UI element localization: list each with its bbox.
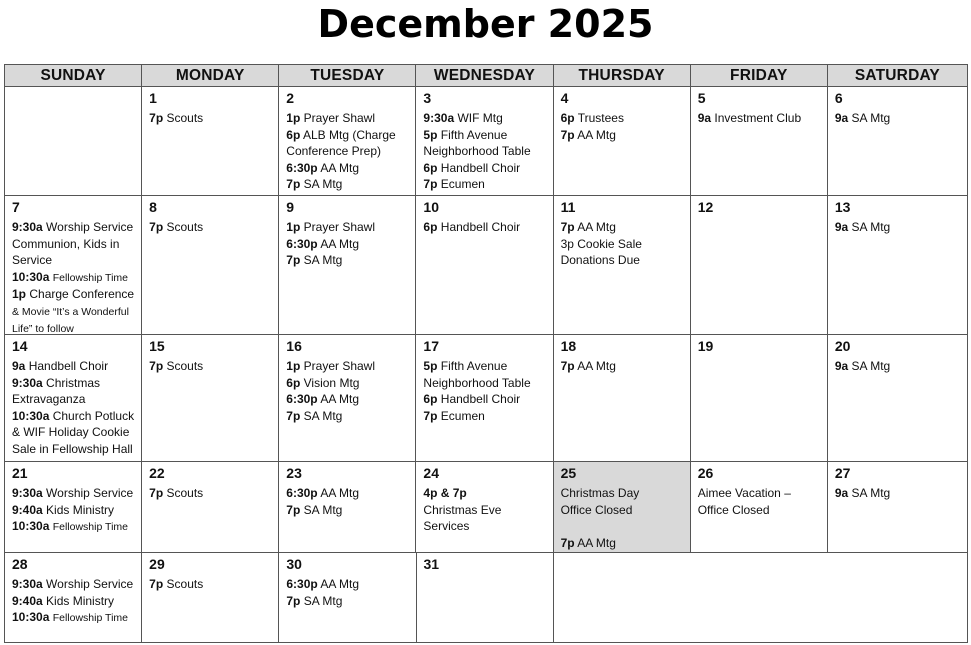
day-cell-26[interactable] [690, 461, 828, 553]
day-number: 10 [423, 199, 439, 215]
day-cell-10[interactable] [415, 195, 553, 335]
weekday-header-tuesday: TUESDAY [278, 64, 416, 87]
event-line [12, 358, 134, 375]
event-text: SA Mtg [303, 253, 343, 267]
event-line [561, 252, 683, 269]
day-cell-6[interactable] [827, 86, 968, 196]
event-line [561, 127, 683, 144]
event-time: 7p [149, 359, 164, 373]
event-line [12, 236, 134, 253]
event-text: Handbell Choir [440, 220, 521, 234]
event-line [12, 518, 134, 536]
event-time: 9a [834, 359, 849, 373]
event-text: Trustees [577, 111, 624, 125]
event-text: WIF Mtg [457, 111, 503, 125]
day-number: 12 [697, 199, 714, 215]
event-line [12, 375, 134, 392]
event-text: Fifth Avenue [440, 359, 508, 373]
event-text: Scouts [166, 577, 204, 591]
event-time: 7p [286, 502, 301, 517]
event-text: Handbell Choir [28, 359, 109, 373]
event-line [561, 219, 683, 236]
day-cell-23[interactable] [278, 461, 416, 553]
event-time: 9a [834, 486, 849, 500]
event-text: Ecumen [440, 177, 485, 191]
event-time: 4p & 7p [423, 486, 467, 500]
event-line [286, 593, 408, 610]
event-line [698, 502, 820, 519]
day-number: 25 [560, 465, 577, 481]
event-line [149, 485, 271, 502]
event-spacer [561, 518, 683, 535]
event-time: 6:30p [286, 236, 318, 251]
event-line [561, 236, 683, 253]
event-text: AA Mtg [320, 392, 359, 406]
event-time: 7p [149, 111, 164, 125]
weekday-header-thursday: THURSDAY [553, 64, 691, 87]
day-cell-28[interactable] [4, 552, 142, 643]
day-number: 29 [149, 556, 165, 572]
day-number: 4 [560, 90, 569, 106]
event-line [423, 127, 545, 144]
event-text: AA Mtg [577, 535, 616, 550]
event-text: Church Potluck [52, 408, 135, 423]
event-line [423, 408, 545, 425]
day-number: 8 [149, 199, 157, 215]
day-number: 16 [286, 338, 302, 354]
event-text: Aimee Vacation – [697, 486, 791, 500]
calendar-grid [4, 64, 967, 643]
event-time: 10:30a [12, 408, 50, 423]
event-text: Services [423, 519, 470, 533]
event-time: 7p [560, 127, 575, 142]
event-line [149, 576, 271, 593]
event-line [698, 485, 820, 502]
day-cell-1[interactable] [141, 86, 279, 196]
day-number: 14 [12, 338, 28, 354]
page-title: December 2025 [317, 2, 654, 46]
event-time: 9a [834, 220, 849, 234]
event-time: 7p [149, 486, 164, 500]
day-cell-29[interactable] [141, 552, 279, 643]
day-number: 19 [697, 338, 714, 354]
event-text: AA Mtg [577, 220, 616, 234]
event-time: 10:30a [12, 269, 50, 284]
event-line [286, 143, 408, 160]
day-number: 5 [697, 90, 706, 106]
event-text: Kids Ministry [46, 593, 115, 608]
event-line [286, 502, 408, 519]
event-line [286, 485, 408, 502]
event-line [423, 391, 545, 408]
day-number: 27 [834, 465, 851, 481]
event-text: Christmas Eve [423, 502, 502, 517]
event-line [561, 110, 683, 127]
event-time: 9:30a [423, 111, 455, 125]
event-time: 9a [12, 359, 26, 373]
week-row [4, 334, 967, 462]
event-line [423, 110, 545, 127]
week-row [4, 461, 967, 553]
day-number: 3 [423, 90, 432, 106]
day-cell-2[interactable] [278, 86, 416, 196]
event-time: 9:30a [12, 577, 43, 591]
day-cell-27[interactable] [827, 461, 968, 553]
event-text: SA Mtg [851, 359, 891, 373]
day-number: 21 [12, 465, 28, 481]
event-line [12, 269, 134, 287]
day-cell-21[interactable] [4, 461, 142, 553]
day-cell-9[interactable] [278, 195, 416, 335]
event-time: 9:30a [12, 486, 43, 500]
event-line [423, 143, 545, 160]
event-time: 6:30p [286, 486, 318, 500]
event-line [149, 110, 271, 127]
event-time: 6p [286, 375, 301, 390]
event-text: SA Mtg [851, 220, 891, 234]
event-time: 7p [560, 359, 575, 373]
event-text: Handbell Choir [440, 392, 521, 406]
day-number: 17 [423, 338, 439, 354]
event-text: & Movie “It’s a Wonderful [12, 305, 129, 318]
event-time: 7p [149, 577, 164, 591]
event-text: Fellowship Time [52, 521, 128, 533]
event-text: ALB Mtg (Charge [302, 127, 396, 142]
event-line [12, 502, 134, 519]
event-text: Sale in Fellowship Hall [12, 441, 133, 456]
event-text: Prayer Shawl [303, 111, 376, 125]
event-time: 9a [834, 111, 849, 125]
event-time: 7p [286, 408, 301, 423]
empty-area [553, 552, 968, 643]
event-line [561, 535, 683, 552]
event-time: 9:40a [12, 502, 43, 517]
week-row [4, 86, 967, 196]
event-text: Scouts [166, 486, 204, 500]
event-line [835, 219, 960, 236]
event-line [423, 219, 545, 236]
event-time: 6p [286, 127, 301, 142]
event-line [698, 110, 820, 127]
event-line [149, 219, 271, 236]
event-text: Office Closed [697, 502, 770, 517]
day-number: 23 [286, 465, 302, 481]
day-number: 7 [12, 199, 20, 215]
day-cell-5[interactable] [690, 86, 828, 196]
event-line [423, 160, 545, 177]
event-line [423, 358, 545, 375]
event-text: Worship Service [46, 577, 134, 591]
day-cell-13[interactable] [827, 195, 968, 335]
event-text: Christmas Day [560, 486, 640, 500]
event-text: SA Mtg [303, 502, 343, 517]
event-line [423, 176, 545, 193]
day-number: 20 [834, 338, 851, 354]
day-number: 30 [286, 556, 302, 572]
event-time: 5p [423, 127, 438, 142]
event-line [286, 391, 408, 408]
event-text: AA Mtg [320, 236, 359, 251]
event-text: Scouts [166, 111, 204, 125]
day-number: 6 [834, 90, 843, 106]
event-time: 6:30p [286, 392, 318, 406]
event-text: Vision Mtg [303, 375, 360, 390]
event-line [149, 358, 271, 375]
event-text: Communion, Kids in [12, 236, 120, 251]
event-text: Worship Service [46, 486, 134, 500]
event-line [12, 408, 134, 425]
event-time: 1p [286, 220, 301, 234]
event-line [286, 408, 408, 425]
event-text: AA Mtg [577, 127, 616, 142]
event-text: Fifth Avenue [440, 127, 508, 142]
day-number [12, 90, 134, 108]
week-row [4, 552, 967, 643]
event-time: 9:40a [12, 593, 43, 608]
day-cell-25[interactable] [553, 461, 691, 553]
event-time: 10:30a [12, 610, 50, 624]
day-cell-empty[interactable] [4, 86, 142, 196]
event-line [286, 375, 408, 392]
event-time: 7p [560, 535, 575, 550]
day-number: 31 [423, 556, 440, 572]
day-cell-30[interactable] [278, 552, 416, 643]
event-text: Fellowship Time [52, 612, 128, 624]
event-text: 3p Cookie Sale [560, 236, 642, 251]
event-text: & WIF Holiday Cookie [12, 425, 130, 439]
day-number: 1 [149, 90, 157, 106]
day-number: 9 [286, 199, 295, 215]
event-line [286, 176, 408, 193]
event-time: 6p [423, 220, 438, 234]
event-time: 7p [560, 220, 575, 234]
event-line [12, 593, 134, 610]
event-time: 6p [560, 111, 575, 125]
event-text: AA Mtg [320, 486, 359, 500]
event-text: Neighborhood Table [423, 375, 531, 390]
event-line [12, 576, 134, 593]
event-text: Worship Service [46, 220, 134, 234]
event-line [835, 358, 960, 375]
event-time: 7p [423, 177, 438, 191]
event-time: 9:30a [12, 220, 43, 234]
day-number: 11 [560, 199, 576, 215]
weekday-header-monday: MONDAY [141, 64, 279, 87]
event-text: Scouts [166, 220, 204, 234]
event-line [12, 485, 134, 502]
event-time: 7p [149, 220, 164, 234]
day-number: 15 [149, 338, 165, 354]
event-line [286, 252, 408, 269]
day-cell-15[interactable] [141, 334, 279, 462]
event-line [286, 127, 408, 144]
event-time: 10:30a [12, 519, 50, 533]
event-line [561, 485, 683, 502]
event-text: SA Mtg [851, 486, 891, 500]
day-cell-22[interactable] [141, 461, 279, 553]
day-cell-31[interactable] [416, 552, 554, 643]
event-line [423, 485, 545, 502]
event-time: 5p [423, 359, 438, 373]
week-row [4, 195, 967, 335]
event-line [12, 320, 134, 335]
event-text: Service [12, 253, 53, 267]
event-line [286, 110, 408, 127]
day-cell-11[interactable] [553, 195, 691, 335]
event-text: Donations Due [560, 253, 640, 267]
event-text: Neighborhood Table [423, 144, 531, 158]
event-text: SA Mtg [303, 408, 343, 423]
event-line [423, 502, 545, 519]
event-line [12, 441, 134, 458]
event-text: SA Mtg [303, 177, 343, 191]
event-text: AA Mtg [320, 160, 359, 175]
event-text: Extravaganza [12, 392, 86, 406]
event-time: 6p [423, 392, 438, 406]
day-cell-4[interactable] [553, 86, 691, 196]
event-line [286, 160, 408, 177]
day-number: 18 [560, 338, 577, 354]
event-line [835, 110, 960, 127]
event-line [12, 303, 134, 321]
event-text: SA Mtg [303, 593, 343, 608]
event-time: 9a [697, 111, 712, 125]
event-text: Office Closed [560, 502, 633, 517]
day-cell-12[interactable] [690, 195, 828, 335]
day-cell-19[interactable] [690, 334, 828, 462]
weekday-header-sunday: SUNDAY [4, 64, 142, 87]
event-text: Ecumen [440, 408, 485, 423]
event-line [835, 485, 960, 502]
event-text: Handbell Choir [440, 160, 521, 175]
day-number: 26 [697, 465, 714, 481]
day-cell-18[interactable] [553, 334, 691, 462]
day-number: 22 [149, 465, 165, 481]
event-line [286, 219, 408, 236]
event-line [12, 609, 134, 627]
event-line [561, 502, 683, 519]
event-line [12, 219, 134, 236]
event-time: 6:30p [286, 160, 318, 175]
event-line [286, 236, 408, 253]
event-line [12, 391, 134, 408]
event-text: Charge Conference [29, 287, 135, 301]
day-number: 13 [834, 199, 851, 215]
event-text: Christmas [46, 375, 101, 390]
event-line [423, 375, 545, 392]
day-cell-8[interactable] [141, 195, 279, 335]
event-text: Prayer Shawl [303, 359, 376, 373]
day-cell-17[interactable] [415, 334, 553, 462]
day-cell-16[interactable] [278, 334, 416, 462]
weekday-header-friday: FRIDAY [690, 64, 828, 87]
event-time: 1p [12, 287, 27, 301]
event-time: 9:30a [12, 375, 43, 390]
day-number: 28 [12, 556, 28, 572]
event-text: Life” to follow [12, 323, 74, 335]
day-cell-20[interactable] [827, 334, 968, 462]
event-text: SA Mtg [851, 111, 891, 125]
event-line [12, 252, 134, 269]
day-cell-14[interactable] [4, 334, 142, 462]
event-time: 6:30p [286, 577, 318, 591]
event-text: Fellowship Time [52, 271, 128, 284]
event-text: AA Mtg [320, 577, 360, 591]
event-text: Investment Club [714, 111, 802, 125]
event-line [561, 358, 683, 375]
weekday-header-wednesday: WEDNESDAY [415, 64, 553, 87]
weekday-header-row [4, 64, 967, 87]
day-number: 2 [286, 90, 295, 106]
day-number: 24 [423, 465, 439, 481]
event-text: Kids Ministry [46, 502, 115, 517]
event-text: Prayer Shawl [303, 220, 376, 234]
event-line [12, 424, 134, 441]
event-line [286, 576, 408, 593]
event-text: Conference Prep) [286, 144, 381, 158]
weekday-header-saturday: SATURDAY [827, 64, 968, 87]
event-line [423, 518, 545, 535]
event-time: 7p [286, 593, 301, 608]
event-time: 7p [286, 177, 301, 191]
day-cell-7[interactable] [4, 195, 142, 335]
event-time: 1p [286, 359, 301, 373]
day-cell-24[interactable] [415, 461, 553, 553]
event-text: Scouts [166, 359, 204, 373]
event-time: 1p [286, 111, 301, 125]
event-time: 7p [423, 408, 438, 423]
event-line [286, 358, 408, 375]
event-time: 7p [286, 253, 301, 267]
event-time: 6p [423, 160, 438, 175]
event-line [12, 286, 134, 303]
day-cell-3[interactable] [415, 86, 553, 196]
calendar-weeks [4, 86, 967, 643]
event-text: AA Mtg [577, 359, 616, 373]
